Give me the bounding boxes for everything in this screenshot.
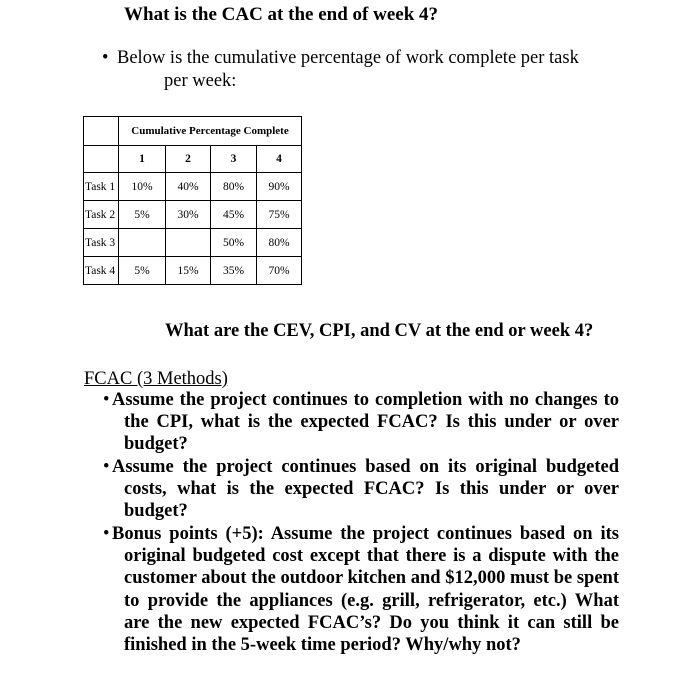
table-cell xyxy=(166,229,211,257)
bullet-dot: • xyxy=(103,390,110,410)
table-header: Cumulative Percentage Complete xyxy=(119,117,302,146)
week-header: 4 xyxy=(257,146,302,173)
week-header: 3 xyxy=(211,146,257,173)
table-cell: 30% xyxy=(166,201,211,229)
table-cell: 80% xyxy=(211,173,257,201)
question-title: What is the CAC at the end of week 4? xyxy=(124,4,439,25)
task-label: Task 1 xyxy=(84,173,119,201)
table-empty-cell xyxy=(84,146,119,173)
table-cell: 5% xyxy=(119,201,166,229)
list-item xyxy=(103,389,619,456)
table-cell: 40% xyxy=(166,173,211,201)
task-label: Task 3 xyxy=(84,229,119,257)
task-label: Task 4 xyxy=(84,257,119,285)
table-cell: 80% xyxy=(257,229,302,257)
table-cell: 90% xyxy=(257,173,302,201)
bullet-text: Assume the project continues to completion with no changes to the CPI, what is the expected FCAC? Is this under or over budget? xyxy=(112,390,619,455)
intro-bullet-line1: Below is the cumulative percentage of work complete per task xyxy=(117,48,579,68)
table-cell: 50% xyxy=(211,229,257,257)
table-cell xyxy=(119,229,166,257)
question-2: What are the CEV, CPI, and CV at the end or week 4? xyxy=(165,321,594,341)
table-week-row xyxy=(84,146,302,173)
table-header-row xyxy=(84,117,302,146)
table-row xyxy=(84,173,302,201)
table-cell: 5% xyxy=(119,257,166,285)
table-cell: 35% xyxy=(211,257,257,285)
table-cell: 70% xyxy=(257,257,302,285)
bullet-text: Bonus points (+5): Assume the project continues based on its original budgeted cost except that there is a dispute with the customer about the outdoor kitchen and $12,000 must be spent to provide the appliances (e.g. grill, refrigerator, etc.) What are the new expected FCAC’s? Do you think it can still be finished in the 5-week time period? Why/why not? xyxy=(112,524,619,656)
week-header: 1 xyxy=(119,146,166,173)
table-row xyxy=(84,201,302,229)
list-item xyxy=(103,523,619,656)
bullet-dot: • xyxy=(103,524,110,544)
list-item xyxy=(103,456,619,523)
table-cell: 15% xyxy=(166,257,211,285)
bullet-dot: • xyxy=(102,48,109,68)
table-corner-cell xyxy=(84,117,119,146)
section-title: FCAC (3 Methods) xyxy=(84,369,228,389)
table-cell: 45% xyxy=(211,201,257,229)
percentage-complete-table xyxy=(83,116,302,285)
table-cell: 75% xyxy=(257,201,302,229)
bullet-text: Assume the project continues based on its original budgeted costs, what is the expected FCAC? Is this under or over budget? xyxy=(112,457,619,522)
table-row xyxy=(84,229,302,257)
bullet-dot: • xyxy=(103,457,110,477)
week-header: 2 xyxy=(166,146,211,173)
table-row xyxy=(84,257,302,285)
task-label: Task 2 xyxy=(84,201,119,229)
table-cell: 10% xyxy=(119,173,166,201)
intro-bullet-line2: per week: xyxy=(164,71,237,91)
intro-bullet xyxy=(102,47,622,93)
